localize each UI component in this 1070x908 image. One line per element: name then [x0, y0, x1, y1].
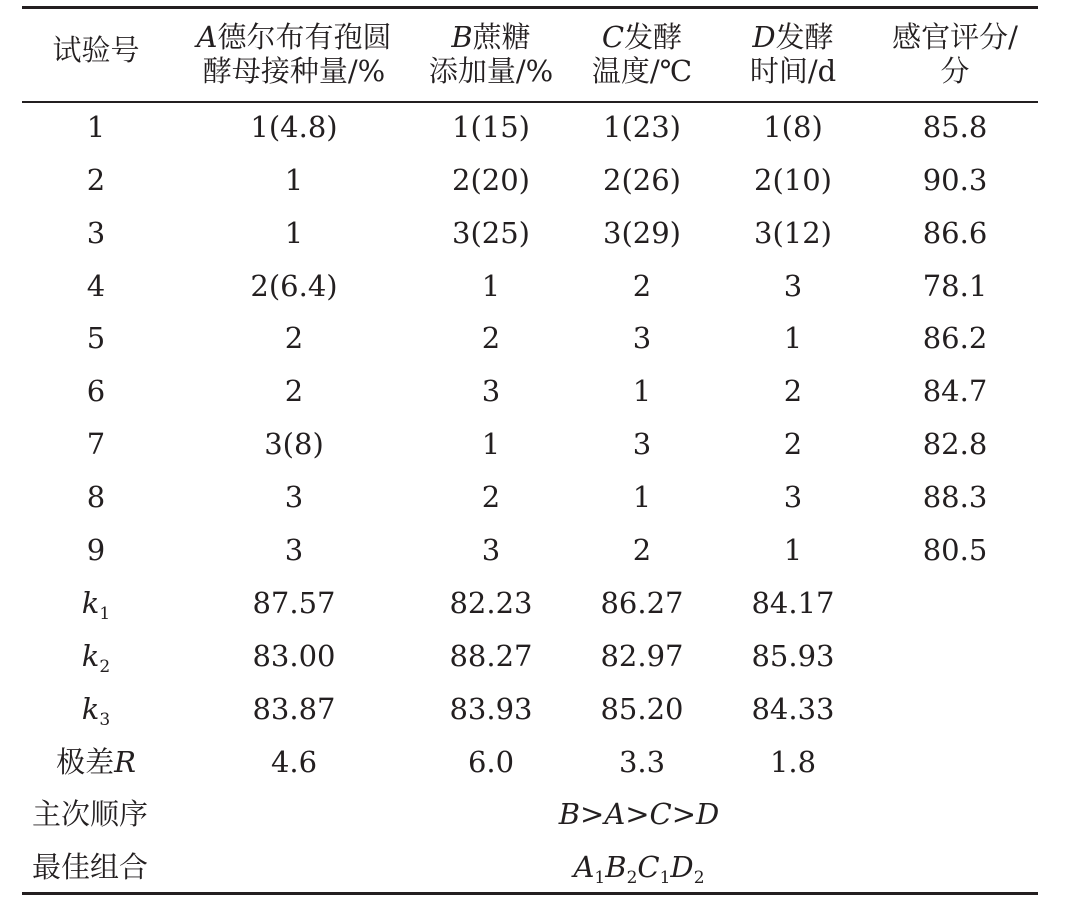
header-factor-d-symbol: D — [752, 20, 776, 54]
trial-row-9-no: 9 — [86, 533, 106, 567]
trial-row-4-score: 78.1 — [922, 269, 988, 303]
trial-row-5-score: 86.2 — [922, 321, 988, 355]
trial-row-9-d: 1 — [783, 533, 803, 567]
header-factor-d-line2: 时间/d — [749, 54, 837, 88]
k2-b: 88.27 — [449, 639, 533, 673]
trial-row-4-no: 4 — [86, 269, 106, 303]
k1-a: 87.57 — [252, 586, 336, 620]
trial-row-7-d: 2 — [783, 427, 803, 461]
k1-d: 84.17 — [751, 586, 835, 620]
trial-row-3-d: 3(12) — [754, 216, 832, 250]
trial-row-4-c: 2 — [632, 269, 652, 303]
trial-row-7-c: 3 — [632, 427, 652, 461]
trial-row-7-no: 7 — [86, 427, 106, 461]
trial-row-1-b: 1(15) — [452, 110, 530, 144]
table-bottom-rule — [22, 892, 1038, 895]
header-factor-a — [180, 20, 408, 88]
trial-row-4-a: 2(6.4) — [250, 269, 338, 303]
range-a: 4.6 — [270, 745, 318, 779]
trial-row-1-no: 1 — [86, 110, 106, 144]
trial-row-1-a: 1(4.8) — [250, 110, 338, 144]
header-factor-b-line1: 蔗糖 — [472, 20, 531, 54]
header-factor-a-line1: 德尔布有孢圆 — [217, 20, 392, 54]
trial-row-9-b: 3 — [481, 533, 501, 567]
table-header-rule — [22, 101, 1038, 103]
header-factor-b-line2: 添加量/% — [428, 54, 554, 88]
trial-row-2-d: 2(10) — [754, 163, 832, 197]
trial-row-7-a: 3(8) — [264, 427, 324, 461]
trial-row-6-d: 2 — [783, 374, 803, 408]
trial-row-7-score: 82.8 — [922, 427, 988, 461]
trial-row-3-score: 86.6 — [922, 216, 988, 250]
order-value: B>A>C>D — [558, 797, 720, 831]
trial-row-5-d: 1 — [783, 321, 803, 355]
trial-row-8-c: 1 — [632, 480, 652, 514]
k3-a: 83.87 — [252, 692, 336, 726]
trial-row-8-no: 8 — [86, 480, 106, 514]
header-factor-c-symbol: C — [601, 20, 625, 54]
trial-row-9-score: 80.5 — [922, 533, 988, 567]
trial-row-3-b: 3(25) — [452, 216, 530, 250]
trial-row-2-b: 2(20) — [452, 163, 530, 197]
trial-row-6-a: 2 — [284, 374, 304, 408]
trial-row-1-score: 85.8 — [922, 110, 988, 144]
k3-b: 83.93 — [449, 692, 533, 726]
trial-row-1-d: 1(8) — [763, 110, 823, 144]
k3-d: 84.33 — [751, 692, 835, 726]
trial-row-2-no: 2 — [86, 163, 106, 197]
k2-a: 83.00 — [252, 639, 336, 673]
trial-row-3-c: 3(29) — [603, 216, 681, 250]
trial-row-3-a: 1 — [284, 216, 304, 250]
header-factor-c-line1: 发酵 — [624, 20, 683, 54]
header-factor-b — [420, 20, 562, 88]
trial-row-3-no: 3 — [86, 216, 106, 250]
header-sensory-score-line1: 感官评分/ — [892, 20, 1018, 54]
trial-row-6-b: 3 — [481, 374, 501, 408]
trial-row-1-c: 1(23) — [603, 110, 681, 144]
k2-label: $k_2$ — [81, 639, 111, 677]
trial-row-6-c: 1 — [632, 374, 652, 408]
trial-row-2-c: 2(26) — [603, 163, 681, 197]
trial-row-2-a: 1 — [284, 163, 304, 197]
k3-label: $k_3$ — [81, 692, 111, 730]
header-sensory-score-line2: 分 — [940, 54, 970, 88]
header-factor-a-symbol: A — [196, 20, 218, 54]
header-sensory-score — [880, 20, 1030, 88]
order-label: 主次顺序 — [32, 797, 149, 831]
header-factor-c — [578, 20, 706, 88]
header-factor-d-line1: 发酵 — [775, 20, 834, 54]
trial-row-4-d: 3 — [783, 269, 803, 303]
range-b: 6.0 — [467, 745, 515, 779]
trial-row-6-no: 6 — [86, 374, 106, 408]
best-combination-label: 最佳组合 — [32, 850, 149, 884]
k3-c: 85.20 — [600, 692, 684, 726]
trial-row-9-a: 3 — [284, 533, 304, 567]
trial-row-6-score: 84.7 — [922, 374, 988, 408]
trial-row-5-b: 2 — [481, 321, 501, 355]
header-trial-no: 试验号 — [52, 33, 140, 67]
range-label: 极差R — [56, 745, 136, 779]
best-combination-value: $A_1B_2C_1D_2$ — [573, 850, 705, 888]
trial-row-5-a: 2 — [284, 321, 304, 355]
header-factor-c-line2: 温度/℃ — [591, 54, 693, 88]
range-d: 1.8 — [769, 745, 817, 779]
trial-row-8-a: 3 — [284, 480, 304, 514]
trial-row-8-d: 3 — [783, 480, 803, 514]
trial-row-2-score: 90.3 — [922, 163, 988, 197]
table-top-rule — [22, 6, 1038, 9]
trial-row-5-c: 3 — [632, 321, 652, 355]
trial-row-4-b: 1 — [481, 269, 501, 303]
trial-row-8-b: 2 — [481, 480, 501, 514]
trial-row-5-no: 5 — [86, 321, 106, 355]
k2-d: 85.93 — [751, 639, 835, 673]
header-factor-d — [728, 20, 858, 88]
trial-row-7-b: 1 — [481, 427, 501, 461]
trial-row-8-score: 88.3 — [922, 480, 988, 514]
k1-label: $k_1$ — [81, 586, 111, 624]
trial-row-9-c: 2 — [632, 533, 652, 567]
k1-b: 82.23 — [449, 586, 533, 620]
k2-c: 82.97 — [600, 639, 684, 673]
k1-c: 86.27 — [600, 586, 684, 620]
header-factor-a-line2: 酵母接种量/% — [202, 54, 386, 88]
range-c: 3.3 — [618, 745, 666, 779]
header-factor-b-symbol: B — [451, 20, 473, 54]
